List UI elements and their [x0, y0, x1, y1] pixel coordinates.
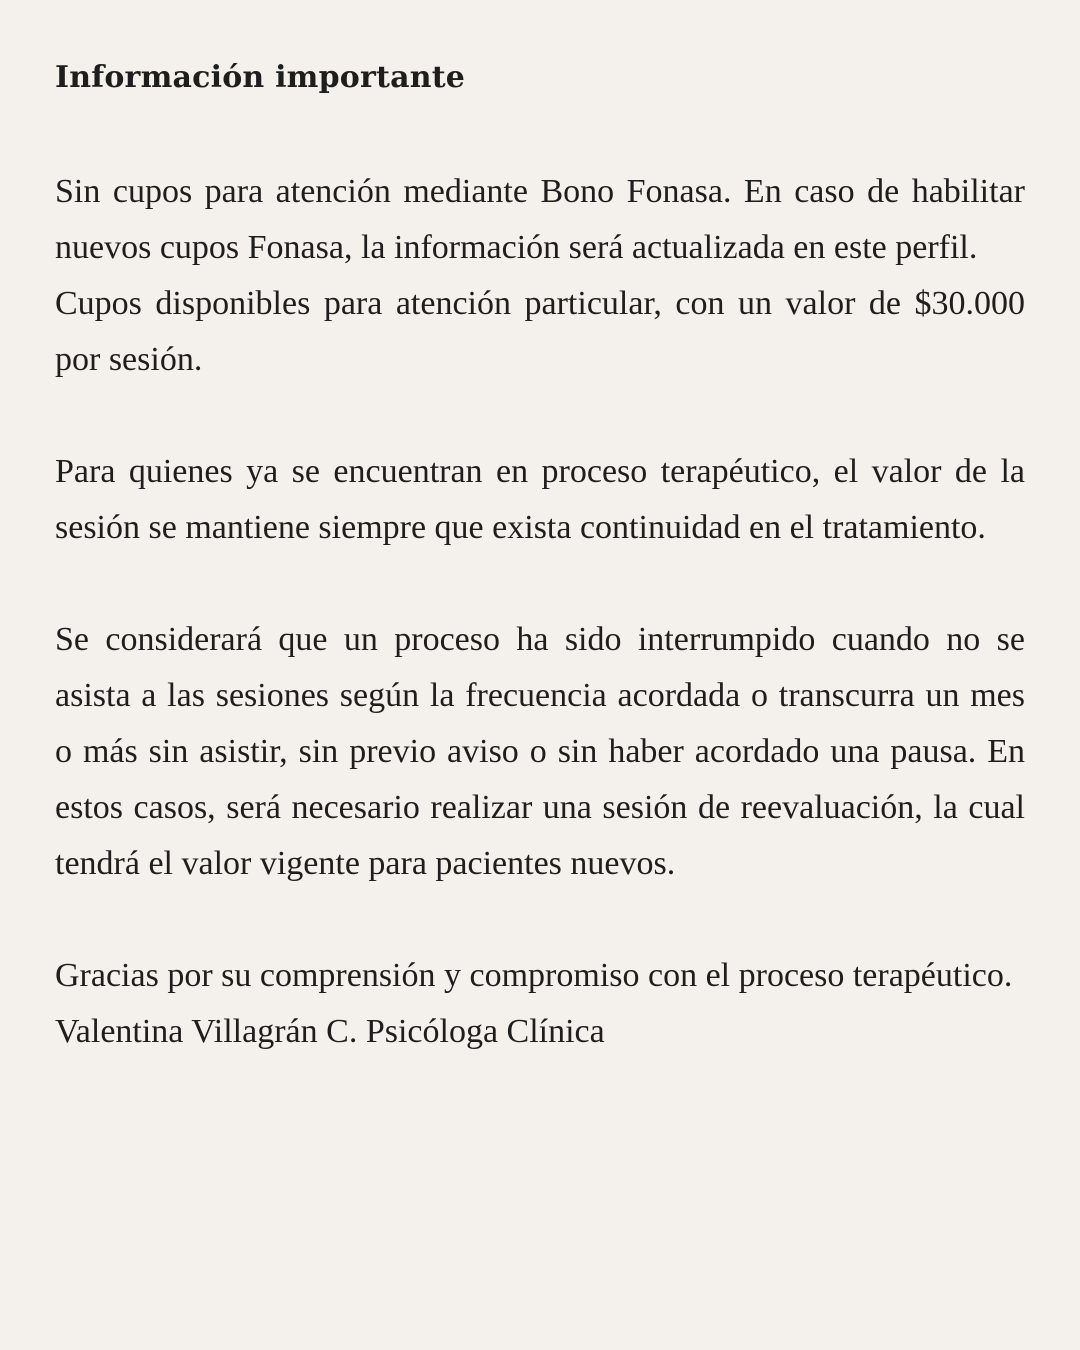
thanks-paragraph: Gracias por su comprensión y compromiso con el proceso terapéutico. — [55, 957, 1013, 994]
spacer — [55, 892, 1025, 948]
particular-paragraph: Cupos disponibles para atención particular, con un valor de $30.000 por sesión. — [55, 285, 1025, 378]
spacer — [55, 388, 1025, 444]
notice-document — [55, 48, 1025, 1060]
spacer — [55, 108, 1025, 164]
notice-title: Información importante — [55, 60, 466, 95]
signature: Valentina Villagrán C. Psicóloga Clínica — [55, 1013, 605, 1050]
fonasa-paragraph: Sin cupos para atención mediante Bono Fonasa. En caso de habilitar nuevos cupos Fonasa, la información será actualizada en este perfil. — [55, 173, 1025, 266]
spacer — [55, 556, 1025, 612]
interruption-paragraph: Se considerará que un proceso ha sido interrumpido cuando no se asista a las sesiones según la frecuencia acordada o transcurra un mes o más sin asistir, sin previo aviso o sin haber acordado una pausa. En estos casos, será necesario realizar una sesión de reevaluación, la cual tendrá el valor vigente para pacientes nuevos. — [55, 621, 1025, 882]
continuity-paragraph: Para quienes ya se encuentran en proceso terapéutico, el valor de la sesión se mantiene siempre que exista continuidad en el tratamiento. — [55, 453, 1025, 546]
